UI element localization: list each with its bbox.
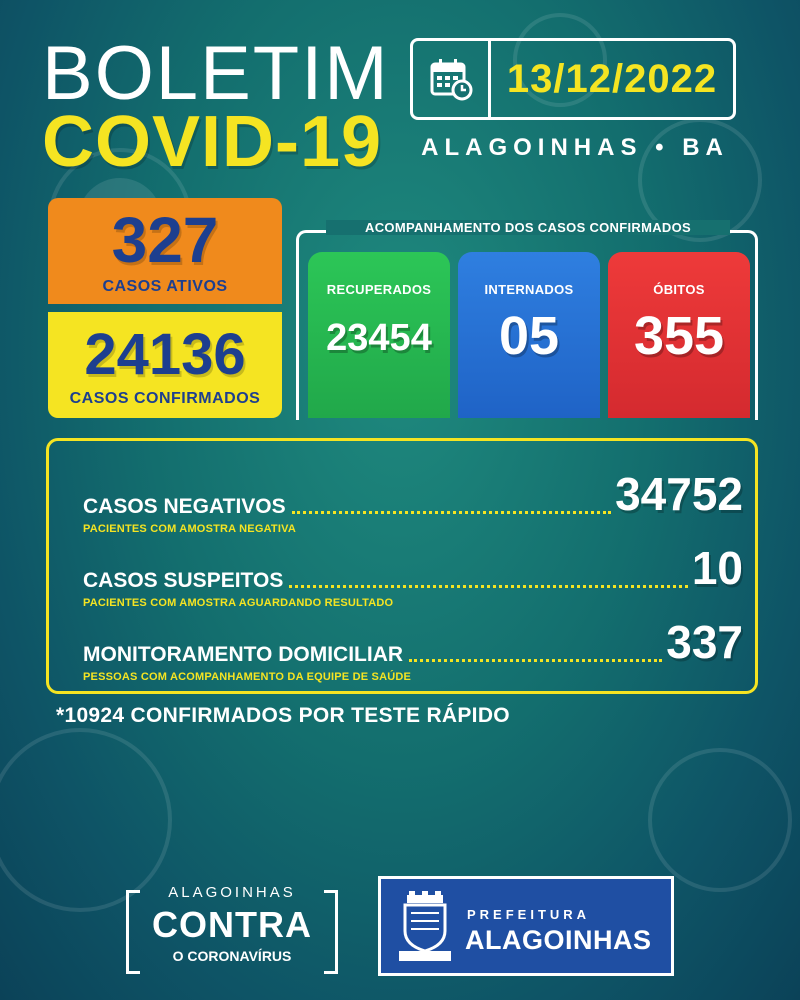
city-hall-logo [378,876,674,976]
recovered-value: 23454 [326,317,432,359]
bulletin-date: 13/12/2022 [506,56,718,101]
confirmed-cases-label: CASOS CONFIRMADOS [69,390,261,407]
campaign-top-text: ALAGOINHAS [168,884,296,901]
stat-monitoring-value: 337 [666,616,743,668]
hospitalized-value: 05 [498,306,560,366]
title-covid: COVID-19 [42,102,383,182]
campaign-sub-text: O CORONAVÍRUS [172,948,292,964]
stat-monitoring-sub: PESSOAS COM ACOMPANHAMENTO DA EQUIPE DE SAÚDE [83,671,412,683]
location-label: ALAGOINHAS • BA [421,134,729,161]
stat-suspect-sub: PACIENTES COM AMOSTRA AGUARDANDO RESULTADO [83,597,394,609]
hospitalized-card [458,252,600,418]
calendar-clock-icon [413,41,491,117]
stat-suspect-value: 10 [691,542,743,594]
recovered-card [308,252,450,418]
stat-suspect-row [83,542,743,609]
stat-negative-sub: PACIENTES COM AMOSTRA NEGATIVA [83,523,296,535]
deaths-value: 355 [633,306,725,366]
date-box [410,38,736,120]
stat-monitoring-label: MONITORAMENTO DOMICILIAR [83,643,404,666]
city-hall-name: ALAGOINHAS [465,925,652,955]
dotted-leader [409,659,662,662]
title-boletim: BOLETIM [42,31,390,116]
stat-negative-label: CASOS NEGATIVOS [83,495,286,518]
stat-negative-row [83,468,743,535]
hospitalized-label: INTERNADOS [484,282,574,297]
active-cases-label: CASOS ATIVOS [102,278,228,295]
deaths-card [608,252,750,418]
city-hall-small-text: PREFEITURA [467,907,591,922]
stat-suspect-label: CASOS SUSPEITOS [83,569,284,592]
campaign-main-text: CONTRA [152,904,312,945]
rapid-test-footnote: *10924 CONFIRMADOS POR TESTE RÁPIDO [56,704,510,727]
confirmed-cases-value: 24136 [84,322,246,387]
dotted-leader [292,511,611,514]
recovered-label: RECUPERADOS [326,282,432,297]
tracking-title: ACOMPANHAMENTO DOS CASOS CONFIRMADOS [326,220,730,235]
confirmed-cases-box [48,312,282,418]
active-cases-value: 327 [111,204,219,276]
active-cases-box [48,198,282,304]
campaign-logo [126,884,338,980]
city-crest-icon [397,889,453,965]
deaths-label: ÓBITOS [653,282,705,297]
stats-box [46,438,758,694]
dotted-leader [289,585,687,588]
stat-negative-value: 34752 [615,468,743,520]
stat-monitoring-row [83,616,743,683]
